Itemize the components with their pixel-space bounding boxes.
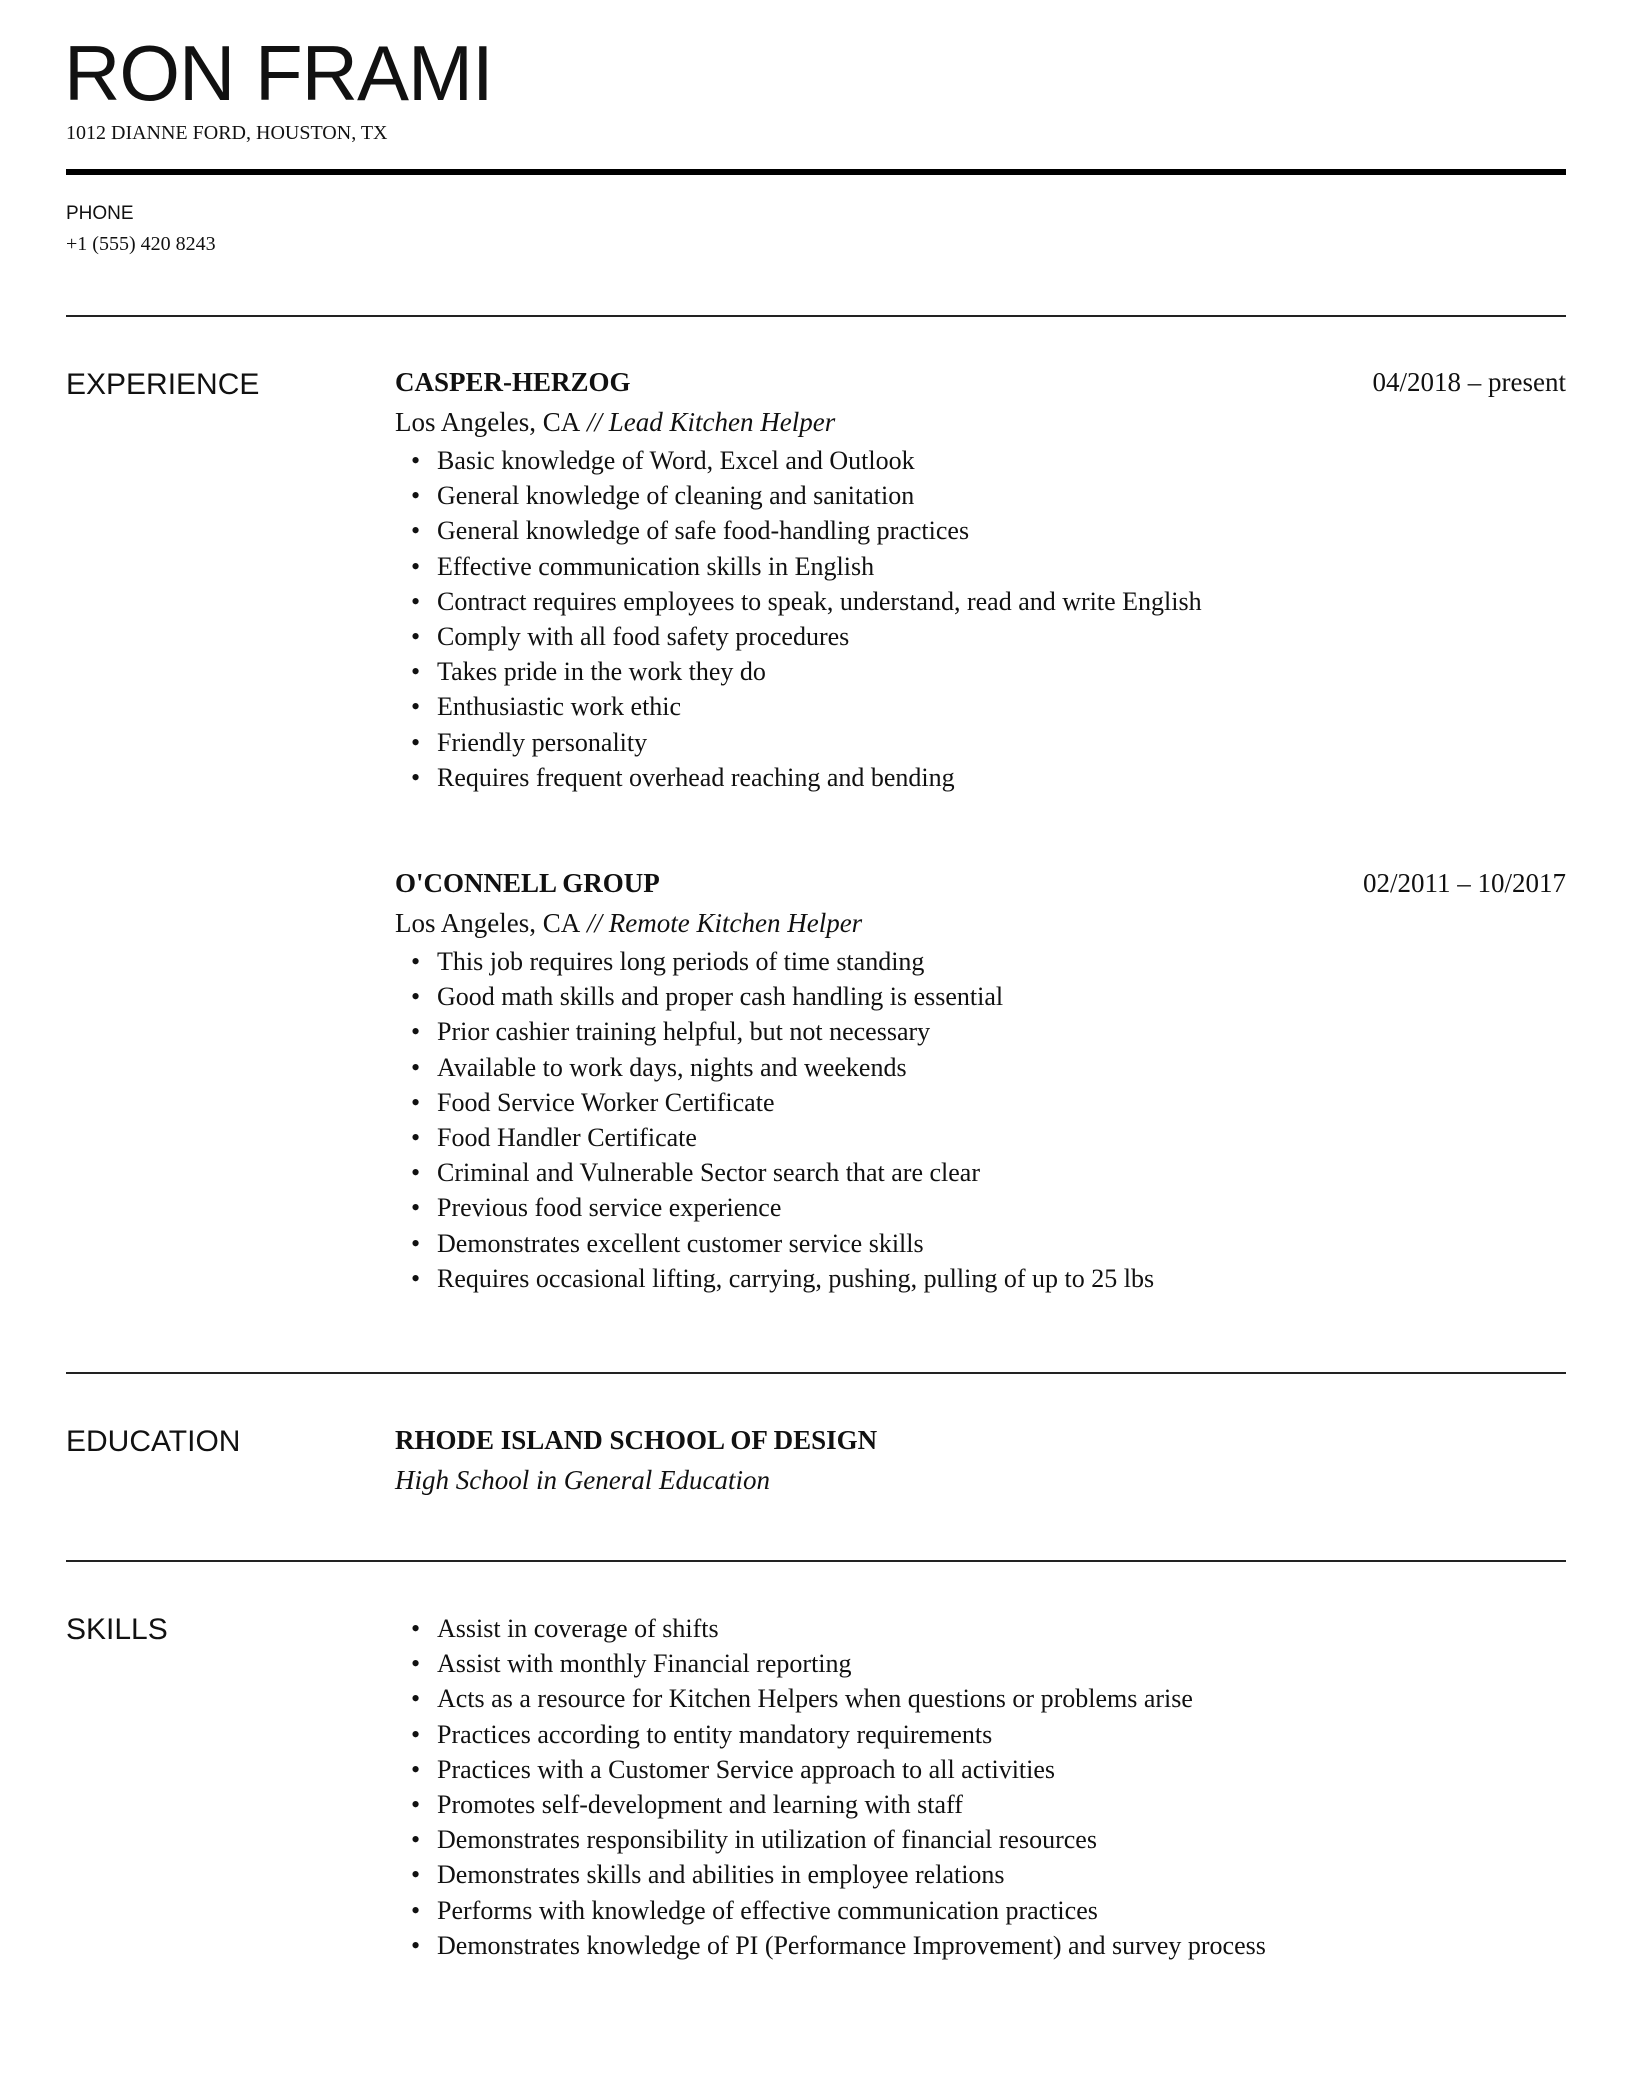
list-item: • Acts as a resource for Kitchen Helpers when questions or problems arise [395,1681,1566,1716]
list-item: • Prior cashier training helpful, but not necessary [395,1014,1566,1049]
list-item: • Comply with all food safety procedures [395,619,1566,654]
job-dates: 02/2011 – 10/2017 [1362,868,1566,898]
experience-heading: EXPERIENCE [66,368,260,401]
job-role: Lead Kitchen Helper [608,407,836,437]
list-item: • Food Handler Certificate [395,1120,1566,1155]
job-bullets [395,944,1566,1296]
list-item: • Demonstrates skills and abilities in employee relations [395,1857,1566,1892]
job-location: Los Angeles, CA [395,407,581,437]
list-item: • Assist in coverage of shifts [395,1611,1566,1646]
list-item: • General knowledge of cleaning and sanitation [395,478,1566,513]
separator: // [580,908,609,938]
list-item: • Good math skills and proper cash handling is essential [395,979,1566,1014]
header-divider [66,169,1566,175]
job-location: Los Angeles, CA [395,908,581,938]
list-item: • Requires frequent overhead reaching and bending [395,760,1566,795]
list-item: • Requires occasional lifting, carrying, pushing, pulling of up to 25 lbs [395,1261,1566,1296]
candidate-name: RON FRAMI [64,29,493,117]
company-name: O'CONNELL GROUP [395,868,660,898]
list-item: • Practices with a Customer Service approach to all activities [395,1752,1566,1787]
job-role: Remote Kitchen Helper [608,908,863,938]
list-item: • Friendly personality [395,725,1566,760]
list-item: • Previous food service experience [395,1190,1566,1225]
skills-list [395,1611,1566,1963]
list-item: • Demonstrates knowledge of PI (Performance Improvement) and survey process [395,1928,1566,1963]
job-entry [395,362,1566,795]
skills-list-block [395,1610,1566,1963]
list-item: • Practices according to entity mandatory requirements [395,1717,1566,1752]
list-item: • Contract requires employees to speak, understand, read and write English [395,584,1566,619]
phone-number: +1 (555) 420 8243 [66,233,216,255]
school-name: RHODE ISLAND SCHOOL OF DESIGN [395,1425,878,1455]
list-item: • General knowledge of safe food-handling practices [395,513,1566,548]
job-dates: 04/2018 – present [1372,367,1566,397]
list-item: • Assist with monthly Financial reporting [395,1646,1566,1681]
list-item: • Takes pride in the work they do [395,654,1566,689]
education-heading: EDUCATION [66,1425,241,1458]
section-divider [66,1560,1566,1562]
separator: // [580,407,609,437]
list-item: • Enthusiastic work ethic [395,689,1566,724]
education-entry [395,1420,1566,1500]
job-entry [395,863,1566,1296]
list-item: • Food Service Worker Certificate [395,1085,1566,1120]
address: 1012 DIANNE FORD, HOUSTON, TX [66,122,388,144]
list-item: • Criminal and Vulnerable Sector search that are clear [395,1155,1566,1190]
skills-heading: SKILLS [66,1613,168,1646]
degree: High School in General Education [395,1465,770,1495]
list-item: • Basic knowledge of Word, Excel and Outlook [395,443,1566,478]
list-item: • Effective communication skills in English [395,549,1566,584]
section-divider [66,1372,1566,1374]
list-item: • Promotes self-development and learning with staff [395,1787,1566,1822]
company-name: CASPER-HERZOG [395,367,631,397]
list-item: • This job requires long periods of time standing [395,944,1566,979]
list-item: • Demonstrates excellent customer service skills [395,1226,1566,1261]
section-divider [66,315,1566,317]
phone-label: PHONE [66,203,134,224]
job-bullets [395,443,1566,795]
list-item: • Demonstrates responsibility in utilization of financial resources [395,1822,1566,1857]
list-item: • Available to work days, nights and weekends [395,1050,1566,1085]
list-item: • Performs with knowledge of effective communication practices [395,1893,1566,1928]
